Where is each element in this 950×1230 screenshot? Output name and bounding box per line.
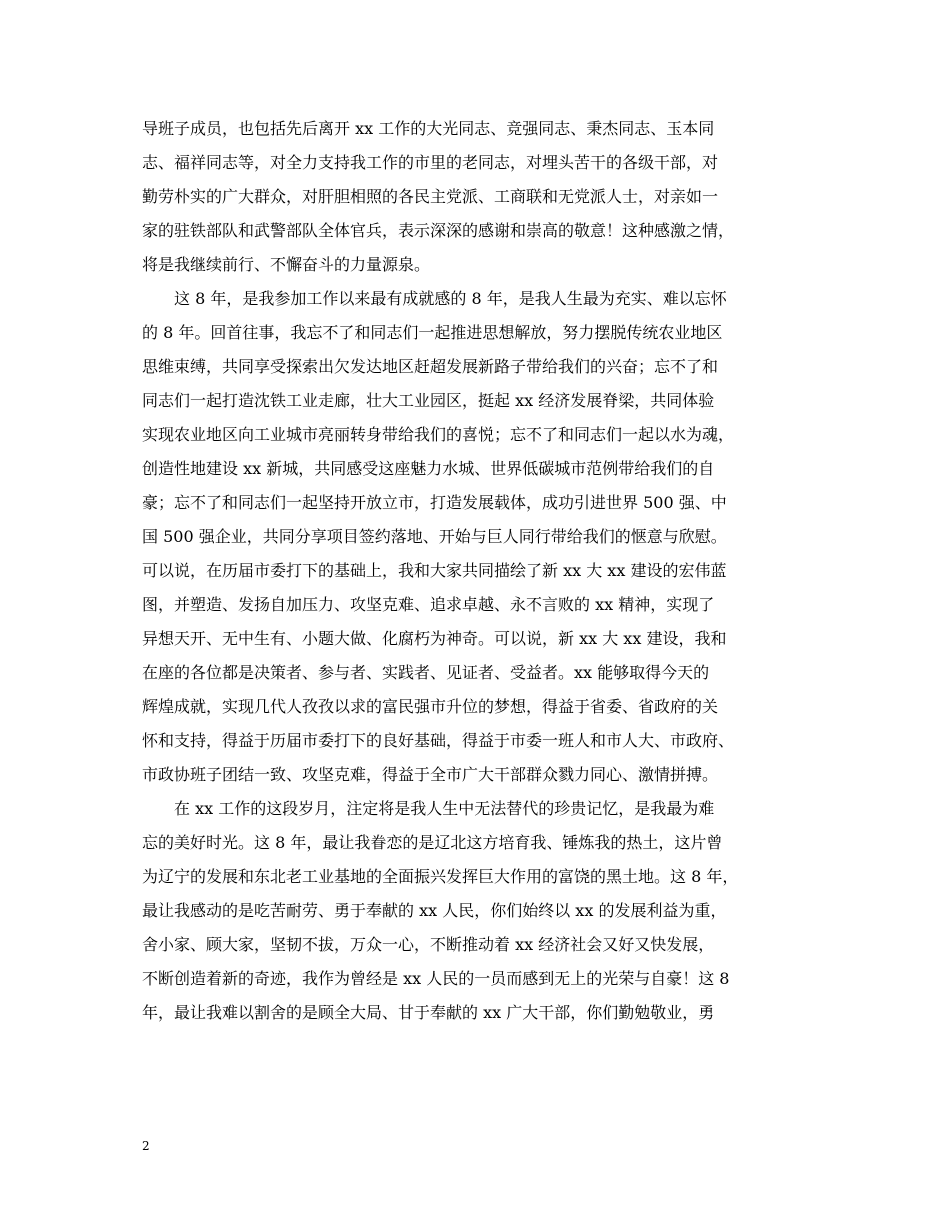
text-line: 志、福祥同志等，对全力支持我工作的市里的老同志，对埋头苦干的各级干部，对 [142,153,719,172]
text-line: 年，最让我难以割舍的是顾全大局、甘于奉献的 xx 广大干部，你们勤勉敬业，勇 [142,1003,715,1022]
text-line: 异想天开、无中生有、小题大做、化腐朽为神奇。可以说，新 xx 大 xx 建设，我和 [142,629,727,648]
text-line: 图，并塑造、发扬自加压力、攻坚克难、追求卓越、永不言败的 xx 精神，实现了 [142,595,715,614]
text-line: 豪；忘不了和同志们一起坚持开放立市，打造发展载体，成功引进世界 500 强、中 [142,493,727,512]
text-line: 导班子成员，也包括先后离开 xx 工作的大光同志、竞强同志、秉杰同志、玉本同 [142,119,715,138]
text-line: 创造性地建设 xx 新城，共同感受这座魅力水城、世界低碳城市范例带给我们的自 [142,459,715,478]
text-line: 实现农业地区向工业城市亮丽转身带给我们的喜悦；忘不了和同志们一起以水为魂， [142,425,735,444]
text-line: 辉煌成就，实现几代人孜孜以求的富民强市升位的梦想，得益于省委、省政府的关 [142,697,719,716]
text-line: 市政协班子团结一致、攻坚克难，得益于全市广大干部群众戮力同心、激情拼搏。 [142,765,719,784]
text-line: 舍小家、顾大家，坚韧不拔，万众一心，不断推动着 xx 经济社会又好又快发展， [142,935,715,954]
text-line: 最让我感动的是吃苦耐劳、勇于奉献的 xx 人民，你们始终以 xx 的发展利益为重， [142,901,727,920]
text-line: 不断创造着新的奇迹，我作为曾经是 xx 人民的一员而感到无上的光荣与自豪！这 8 [142,969,730,988]
text-line: 忘的美好时光。这 8 年，最让我眷恋的是辽北这方培育我、锤炼我的热土，这片曾 [142,833,723,852]
text-line: 这 8 年，是我参加工作以来最有成就感的 8 年，是我人生最为充实、难以忘怀 [142,289,727,308]
text-line: 思维束缚，共同享受探索出欠发达地区赶超发展新路子带给我们的兴奋；忘不了和 [142,357,719,376]
text-line: 可以说，在历届市委打下的基础上，我和大家共同描绘了新 xx 大 xx 建设的宏伟蓝 [142,561,727,580]
text-line: 在座的各位都是决策者、参与者、实践者、见证者、受益者。xx 能够取得今天的 [142,663,710,682]
page-number: 2 [142,1139,150,1153]
body-text [142,112,832,1030]
text-line: 勤劳朴实的广大群众，对肝胆相照的各民主党派、工商联和无党派人士，对亲如一 [142,187,719,206]
text-line: 的 8 年。回首往事，我忘不了和同志们一起推进思想解放，努力摆脱传统农业地区 [142,323,723,342]
text-line: 在 xx 工作的这段岁月，注定将是我人生中无法替代的珍贵记忆，是我最为难 [142,799,715,818]
text-line: 怀和支持，得益于历届市委打下的良好基础，得益于市委一班人和市人大、市政府、 [142,731,735,750]
text-line: 同志们一起打造沈铁工业走廊，壮大工业园区，挺起 xx 经济发展脊梁，共同体验 [142,391,715,410]
text-line: 家的驻铁部队和武警部队全体官兵，表示深深的感谢和崇高的敬意！这种感激之情， [142,221,735,240]
text-line: 为辽宁的发展和东北老工业基地的全面振兴发挥巨大作用的富饶的黑土地。这 8 年， [142,867,739,886]
text-line: 国 500 强企业，共同分享项目签约落地、开始与巨人同行带给我们的惬意与欣慰。 [142,527,727,546]
text-line: 将是我继续前行、不懈奋斗的力量源泉。 [142,255,431,274]
